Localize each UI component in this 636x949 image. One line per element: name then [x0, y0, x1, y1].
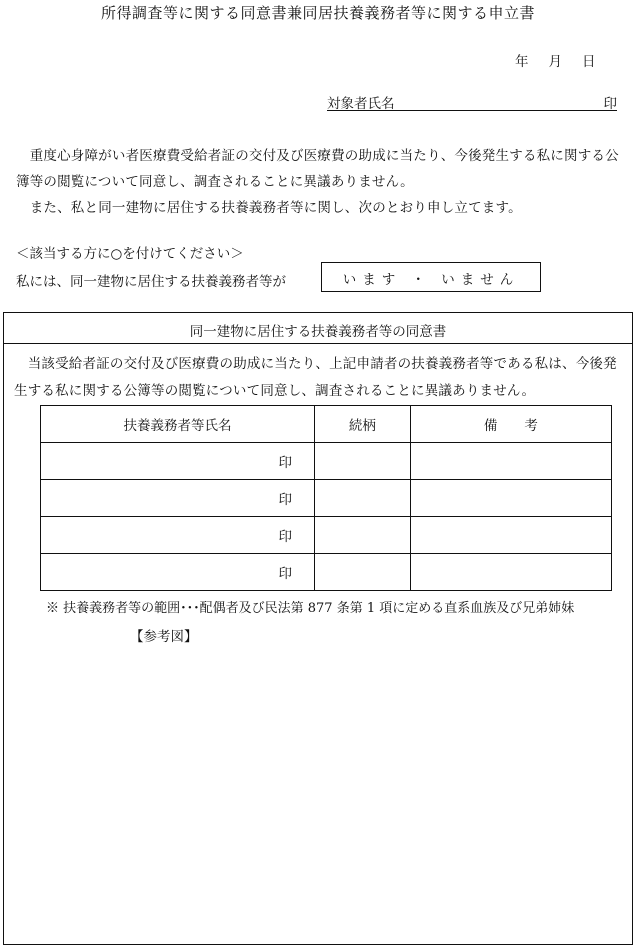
date-year-label: 年 — [515, 54, 529, 70]
date-day-label: 日 — [582, 54, 596, 70]
consent-section-header — [4, 313, 632, 344]
cohabitant-question: 私には、同一建物に居住する扶養義務者等が — [16, 274, 286, 290]
dependent-name-cell[interactable]: 印 — [41, 480, 315, 517]
relation-cell[interactable] — [315, 554, 411, 591]
table-row — [41, 480, 612, 517]
applicant-name-field[interactable] — [327, 92, 617, 111]
dependent-name-cell[interactable]: 印 — [41, 554, 315, 591]
document-title: 所得調査等に関する同意書兼同居扶養義務者等に関する申立書 — [100, 4, 535, 22]
dependent-table-header-row — [41, 406, 612, 443]
cohabitant-choice-box[interactable] — [321, 262, 541, 292]
date-month-label: 月 — [548, 54, 562, 70]
applicant-name-label: 対象者氏名 — [327, 96, 395, 112]
declaration-paragraph: また、私と同一建物に居住する扶養義務者等に関し、次のとおり申し立てます。 — [16, 200, 522, 216]
relation-cell[interactable] — [315, 443, 411, 480]
applicant-seal-mark: 印 — [603, 96, 617, 112]
remarks-cell[interactable] — [410, 443, 611, 480]
header-remarks: 備 考 — [410, 406, 611, 443]
remarks-cell[interactable] — [410, 554, 611, 591]
remarks-cell[interactable] — [410, 480, 611, 517]
reference-figure-label: 【参考図】 — [130, 629, 198, 645]
relation-cell[interactable] — [315, 517, 411, 554]
instruction-text: ＜該当する方に○を付けてください＞ — [16, 246, 244, 262]
dependent-name-cell[interactable]: 印 — [41, 517, 315, 554]
relation-cell[interactable] — [315, 480, 411, 517]
dependent-name-cell[interactable]: 印 — [41, 443, 315, 480]
table-row — [41, 443, 612, 480]
table-row — [41, 554, 612, 591]
date-line — [515, 50, 596, 70]
dependent-scope-note: ※ 扶養義務者等の範囲･･･配偶者及び民法第 877 条第 1 項に定める直系血族及び兄弟姉妹 — [46, 601, 575, 616]
consent-paragraph: 重度心身障がい者医療費受給者証の交付及び医療費の助成に当たり、今後発生する私に関する公簿等の閲覧について同意し、調査されることに異議ありません。 — [16, 148, 619, 190]
remarks-cell[interactable] — [410, 517, 611, 554]
consent-section-title: 同一建物に居住する扶養義務者等の同意書 — [189, 324, 447, 340]
header-dependent-name: 扶養義務者等氏名 — [41, 406, 315, 443]
dependent-consent-text: 当該受給者証の交付及び医療費の助成に当たり、上記申請者の扶養義務者等である私は、今後発生する私に関する公簿等の閲覧について同意し、調査されることに異議ありません。 — [14, 356, 617, 399]
cohabitant-choice-options: います ・ いません — [342, 272, 520, 288]
dependent-table — [40, 405, 612, 591]
header-relation: 続柄 — [315, 406, 411, 443]
table-row — [41, 517, 612, 554]
